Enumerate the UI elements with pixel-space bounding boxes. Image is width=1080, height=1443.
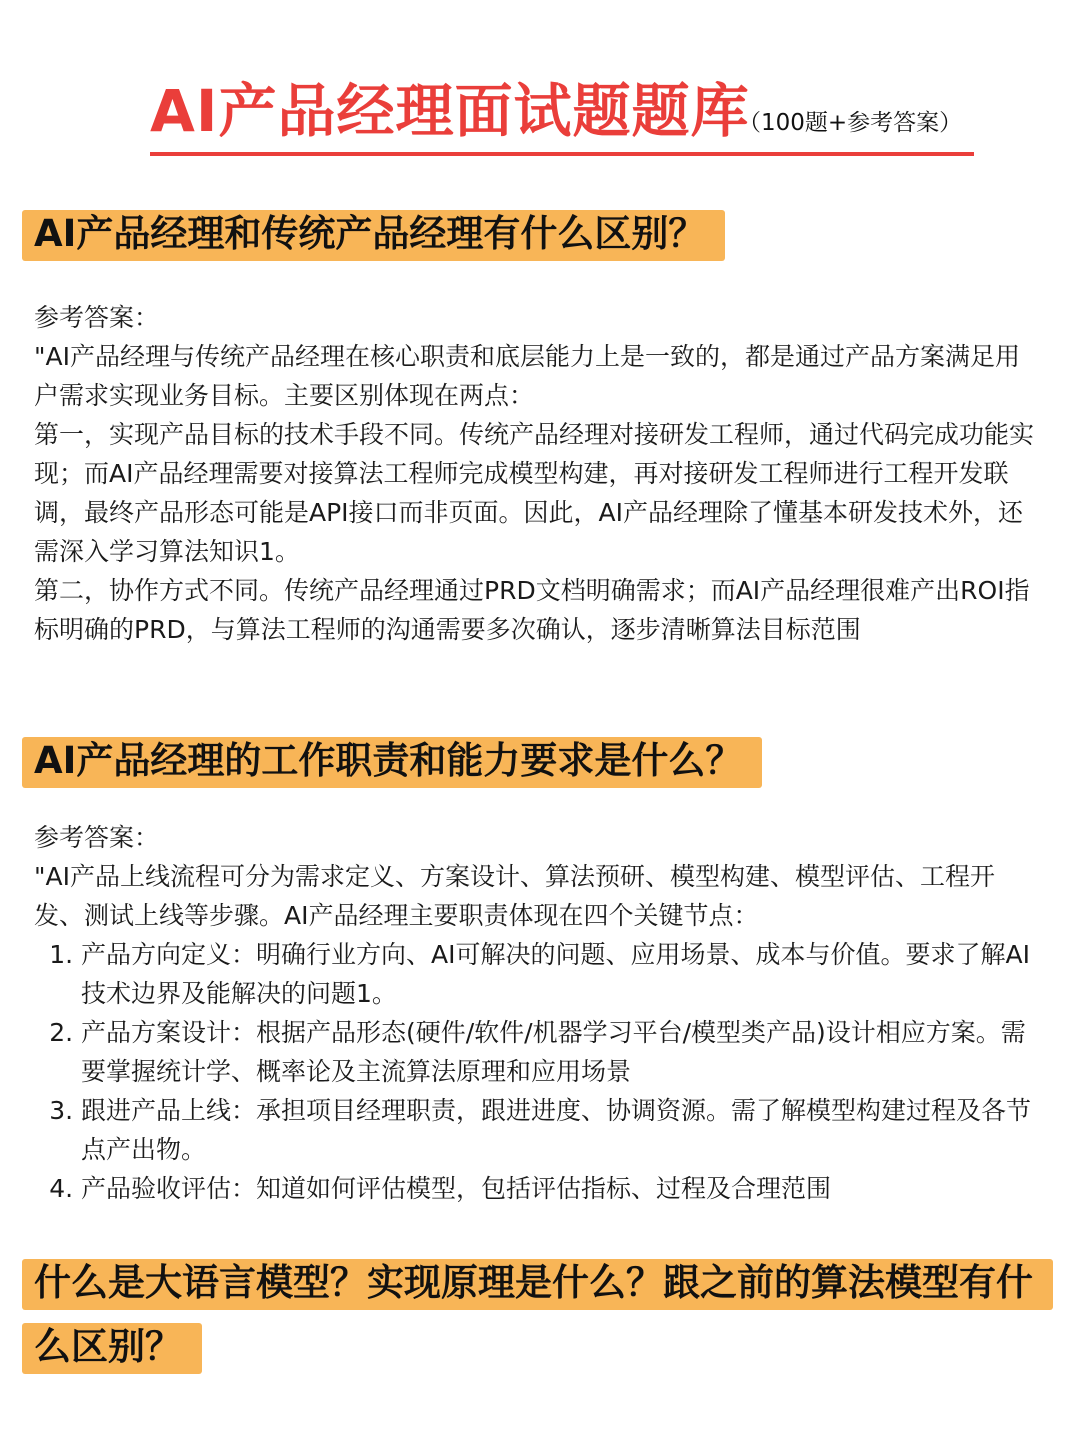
title-underline xyxy=(150,152,974,156)
question-heading-2 xyxy=(22,729,762,793)
responsibility-list xyxy=(34,935,1034,1208)
answer-paragraph: 第二，协作方式不同。传统产品经理通过PRD文档明确需求；而AI产品经理很难产出ROI指标明确的PRD，与算法工程师的沟通需要多次确认，逐步清晰算法目标范围 xyxy=(34,576,1030,644)
question-heading-3 xyxy=(22,1251,1062,1379)
page-subtitle: （100题+参考答案） xyxy=(738,110,963,136)
list-item: 2. 产品方案设计：根据产品形态(硬件/软件/机器学习平台/模型类产品)设计相应方案。需要掌握统计学、概率论及主流算法原理和应用场景 xyxy=(81,1013,1034,1091)
list-item: 1. 产品方向定义：明确行业方向、AI可解决的问题、应用场景、成本与价值。要求了解AI技术边界及能解决的问题1。 xyxy=(81,935,1034,1013)
question-heading-1 xyxy=(22,202,725,266)
answer-label-2: 参考答案： xyxy=(34,823,160,852)
question-text-3: 什么是大语言模型？实现原理是什么？跟之前的算法模型有什么区别？ xyxy=(22,1259,1053,1374)
page-header xyxy=(150,78,974,158)
list-item: 3. 跟进产品上线：承担项目经理职责，跟进进度、协调资源。需了解模型构建过程及各节点产出物。 xyxy=(81,1091,1034,1169)
answer-label-1: 参考答案： xyxy=(34,303,160,332)
page-title: AI产品经理面试题题库 xyxy=(150,77,750,145)
answer-paragraph: "AI产品经理与传统产品经理在核心职责和底层能力上是一致的，都是通过产品方案满足用户需求实现业务目标。主要区别体现在两点： xyxy=(34,342,1020,410)
answer-intro: "AI产品上线流程可分为需求定义、方案设计、算法预研、模型构建、模型评估、工程开发、测试上线等步骤。AI产品经理主要职责体现在四个关键节点： xyxy=(34,862,995,930)
question-text-2: AI产品经理的工作职责和能力要求是什么？ xyxy=(22,737,762,788)
answer-block-1 xyxy=(34,298,1034,649)
question-text-1: AI产品经理和传统产品经理有什么区别？ xyxy=(22,210,725,261)
answer-block-2 xyxy=(34,818,1034,1208)
answer-paragraph: 第一，实现产品目标的技术手段不同。传统产品经理对接研发工程师，通过代码完成功能实现；而AI产品经理需要对接算法工程师完成模型构建，再对接研发工程师进行工程开发联调，最终产品形态可能是API接口而非页面。因此，AI产品经理除了懂基本研发技术外，还需深入学习算法知识1。 xyxy=(34,420,1035,566)
list-item: 4. 产品验收评估：知道如何评估模型，包括评估指标、过程及合理范围 xyxy=(81,1169,1034,1208)
